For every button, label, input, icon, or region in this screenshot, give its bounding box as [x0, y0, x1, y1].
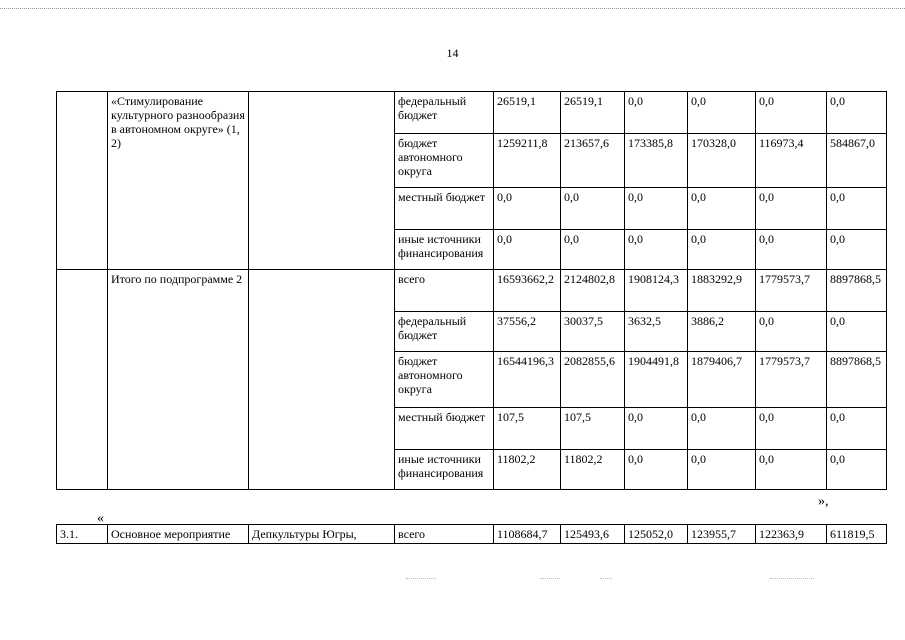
value-cell: 0,0 — [688, 188, 756, 230]
table-row — [57, 92, 887, 134]
value-cell: 0,0 — [756, 188, 827, 230]
funding-source: всего — [395, 525, 494, 544]
value-cell: 1108684,7 — [494, 525, 561, 544]
value-cell: 26519,1 — [494, 92, 561, 134]
value-cell: 0,0 — [756, 92, 827, 134]
value-cell: 30037,5 — [561, 312, 625, 352]
value-cell: 0,0 — [827, 450, 887, 490]
activity-name: Основное мероприятие — [108, 525, 249, 544]
value-cell: 1883292,9 — [688, 270, 756, 312]
value-cell: 3886,2 — [688, 312, 756, 352]
value-cell: 0,0 — [827, 312, 887, 352]
value-cell: 125493,6 — [561, 525, 625, 544]
value-cell: 1904491,8 — [625, 352, 688, 408]
activity-table — [56, 524, 887, 544]
value-cell: 0,0 — [827, 92, 887, 134]
value-cell: 0,0 — [625, 450, 688, 490]
funding-source: бюджет автономного округа — [395, 352, 494, 408]
value-cell: 122363,9 — [756, 525, 827, 544]
value-cell: 0,0 — [494, 188, 561, 230]
value-cell: 1779573,7 — [756, 352, 827, 408]
activity-name: «Стимулирование культурного разнообразия в автономном округе» (1, 2) — [108, 92, 249, 270]
value-cell: 611819,5 — [827, 525, 887, 544]
table-row — [57, 270, 887, 312]
scan-artifact — [770, 578, 814, 579]
value-cell: 173385,8 — [625, 134, 688, 188]
value-cell: 0,0 — [827, 230, 887, 270]
value-cell: 1879406,7 — [688, 352, 756, 408]
funding-source: всего — [395, 270, 494, 312]
value-cell: 2124802,8 — [561, 270, 625, 312]
value-cell: 8897868,5 — [827, 270, 887, 312]
executor: Депкультуры Югры, — [249, 525, 395, 544]
value-cell: 0,0 — [688, 92, 756, 134]
value-cell: 584867,0 — [827, 134, 887, 188]
funding-source: иные источники финансирования — [395, 450, 494, 490]
value-cell: 0,0 — [688, 450, 756, 490]
funding-source: иные источники финансирования — [395, 230, 494, 270]
value-cell: 26519,1 — [561, 92, 625, 134]
value-cell: 16544196,3 — [494, 352, 561, 408]
funding-source: федеральный бюджет — [395, 92, 494, 134]
value-cell: 107,5 — [561, 408, 625, 450]
row-number-cell — [57, 92, 108, 270]
value-cell: 0,0 — [494, 230, 561, 270]
value-cell: 0,0 — [625, 188, 688, 230]
funding-source: местный бюджет — [395, 408, 494, 450]
table-row — [57, 525, 887, 544]
value-cell: 0,0 — [756, 408, 827, 450]
value-cell: 0,0 — [688, 408, 756, 450]
value-cell: 0,0 — [625, 92, 688, 134]
value-cell: 0,0 — [756, 312, 827, 352]
value-cell: 125052,0 — [625, 525, 688, 544]
value-cell: 8897868,5 — [827, 352, 887, 408]
page-number: 14 — [446, 46, 459, 60]
row-number-cell — [57, 270, 108, 490]
row-number: 3.1. — [57, 525, 108, 544]
value-cell: 213657,6 — [561, 134, 625, 188]
value-cell: 0,0 — [625, 408, 688, 450]
value-cell: 16593662,2 — [494, 270, 561, 312]
value-cell: 0,0 — [561, 230, 625, 270]
scan-top-edge — [0, 8, 905, 9]
value-cell: 11802,2 — [561, 450, 625, 490]
value-cell: 123955,7 — [688, 525, 756, 544]
value-cell: 2082855,6 — [561, 352, 625, 408]
executor-cell — [249, 92, 395, 270]
value-cell: 0,0 — [688, 230, 756, 270]
value-cell: 0,0 — [827, 188, 887, 230]
scan-artifact — [406, 578, 436, 579]
activity-name: Итого по подпрограмме 2 — [108, 270, 249, 490]
value-cell: 1259211,8 — [494, 134, 561, 188]
funding-source: федеральный бюджет — [395, 312, 494, 352]
value-cell: 3632,5 — [625, 312, 688, 352]
closing-quote: », — [818, 494, 829, 509]
opening-quote: « — [97, 511, 104, 526]
executor-cell — [249, 270, 395, 490]
value-cell: 0,0 — [561, 188, 625, 230]
funding-source: бюджет автономного округа — [395, 134, 494, 188]
value-cell: 1779573,7 — [756, 270, 827, 312]
value-cell: 170328,0 — [688, 134, 756, 188]
value-cell: 0,0 — [756, 230, 827, 270]
value-cell: 37556,2 — [494, 312, 561, 352]
value-cell: 0,0 — [827, 408, 887, 450]
value-cell: 0,0 — [625, 230, 688, 270]
budget-table-body — [57, 92, 887, 490]
value-cell: 0,0 — [756, 450, 827, 490]
scan-artifact — [600, 578, 612, 579]
value-cell: 116973,4 — [756, 134, 827, 188]
budget-table — [56, 91, 887, 490]
funding-source: местный бюджет — [395, 188, 494, 230]
value-cell: 107,5 — [494, 408, 561, 450]
value-cell: 1908124,3 — [625, 270, 688, 312]
scan-artifact — [540, 578, 560, 579]
value-cell: 11802,2 — [494, 450, 561, 490]
